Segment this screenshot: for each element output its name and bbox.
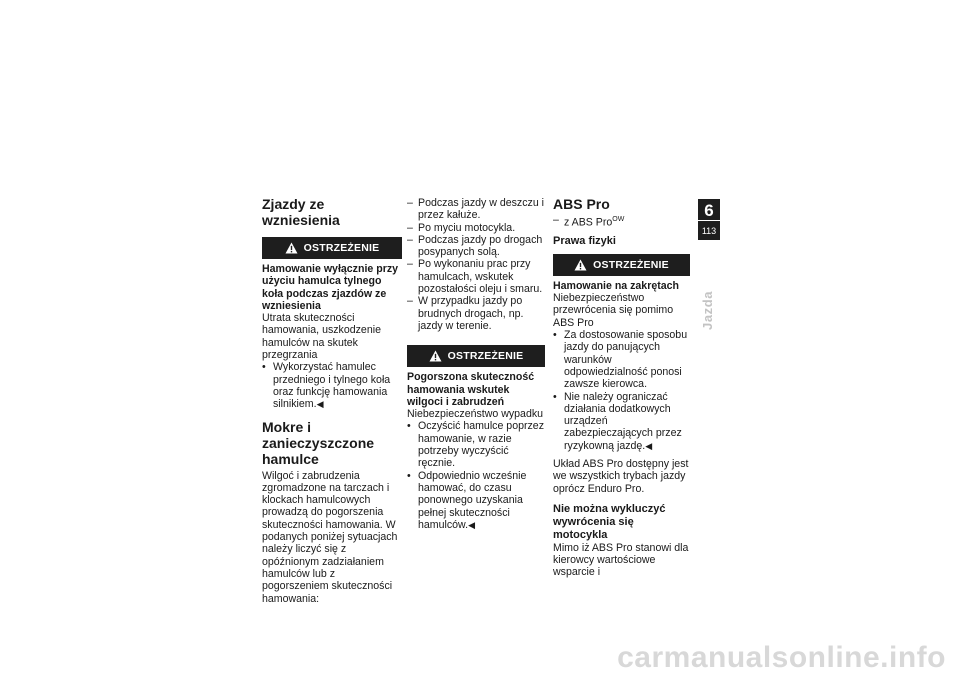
warning-label: OSTRZEŻENIE [447,350,524,363]
warning-label: OSTRZEŻENIE [303,241,380,254]
page-number: 113 [701,226,717,236]
warning-body: Niebezpieczeństwo przewrócenia się pomimo ABS Pro [553,292,674,329]
column-3 [553,196,690,579]
bullet-list [262,361,402,410]
list-item: – Podczas jazdy po drogach posypanych solą. [407,234,545,259]
column-1 [262,196,402,605]
list-item: • Oczyścić hamulce poprzez hamowanie, w razie potrzeby wyczyścić ręcznie. [407,420,545,469]
end-marker-icon: ◀ [468,519,475,530]
list-item: • Nie należy ograniczać działania dodatkowych urządzeń zabezpieczających przez ryzykowną jazdę.◀ [553,391,690,452]
end-marker-icon: ◀ [316,399,324,410]
list-item: – Po myciu motocykla. [407,222,545,234]
option-code: OW [612,216,625,223]
list-item: • Odpowiednio wcześnie hamować, do czasu ponownego uzyskania pełnej skuteczności hamulców.◀ [407,470,545,531]
warning-triangle-icon [285,242,298,254]
warning-banner [262,237,402,259]
subsection-title-physics: Prawa fizyki [553,234,616,247]
option-list [553,214,690,229]
chapter-number: 6 [704,201,714,220]
section-title-downhill: Zjazdy ze wzniesienia [262,196,340,228]
paragraph: Układ ABS Pro dostępny jest we wszystkich trybach jazdy oprócz Enduro Pro. [553,457,689,495]
dash-list [407,197,545,332]
section-title-abs-pro: ABS Pro [553,196,610,212]
end-marker-icon: ◀ [645,440,653,451]
list-item: • Za dostosowanie sposobu jazdy do panujących warunków odpowiedzialność ponosi zawsze kierowca. [553,329,690,390]
warning-label: OSTRZEŻENIE [593,258,669,271]
warning-banner [407,345,545,367]
option-item: – z ABS Pro$^{OW}$ [553,214,690,229]
subsection-title-tipping: Nie można wykluczyć wywrócenia się motocykla [553,502,666,541]
bullet-list [553,329,690,452]
paragraph: Mimo iż ABS Pro stanowi dla kierowcy wartościowe wsparcie i [553,541,689,579]
bullet-list [407,420,545,531]
warning-body: Niebezpieczeństwo wypadku [407,408,544,421]
list-item: – Podczas jazdy w deszczu i przez kałuże. [407,197,545,222]
list-item: – W przypadku jazdy po brudnych drogach, np. jazdy w terenie. [407,295,545,332]
chapter-name: Jazda [700,290,715,330]
warning-triangle-icon [574,259,587,271]
paragraph: Wilgoć i zabrudzenia zgromadzone na tarczach i klockach hamulcowych prowadzą do pogorszenia skuteczności hamowania. W podanych poniżej sytuacjach należy liczyć się z opóźnionym zadziałaniem hamulców lub z pogorszeniem skuteczności hamowania: [262,469,398,605]
warning-title: Hamowanie wyłącznie przy użyciu hamulca tylnego koła podczas zjazdów ze wzniesienia [262,263,399,312]
column-2 [407,197,545,531]
warning-body: Utrata skuteczności hamowania, uszkodzenie hamulców na skutek przegrzania [262,312,381,362]
warning-title: Pogorszona skuteczność hamowania wskutek wilgoci i zabrudzeń [407,371,535,408]
warning-title: Hamowanie na zakrętach [553,279,679,292]
warning-banner [553,254,690,276]
warning-triangle-icon [429,350,442,362]
watermark: carmanualsonline.info [617,641,946,674]
list-item: • Wykorzystać hamulec przedniego i tylnego koła oraz funkcję hamowania silnikiem.◀ [262,361,402,410]
section-title-wet-brakes: Mokre i zanieczyszczone hamulce [262,418,375,467]
tab-divider [698,220,720,221]
list-item: – Po wykonaniu prac przy hamulcach, wskutek pozostałości oleju i smaru. [407,258,545,295]
